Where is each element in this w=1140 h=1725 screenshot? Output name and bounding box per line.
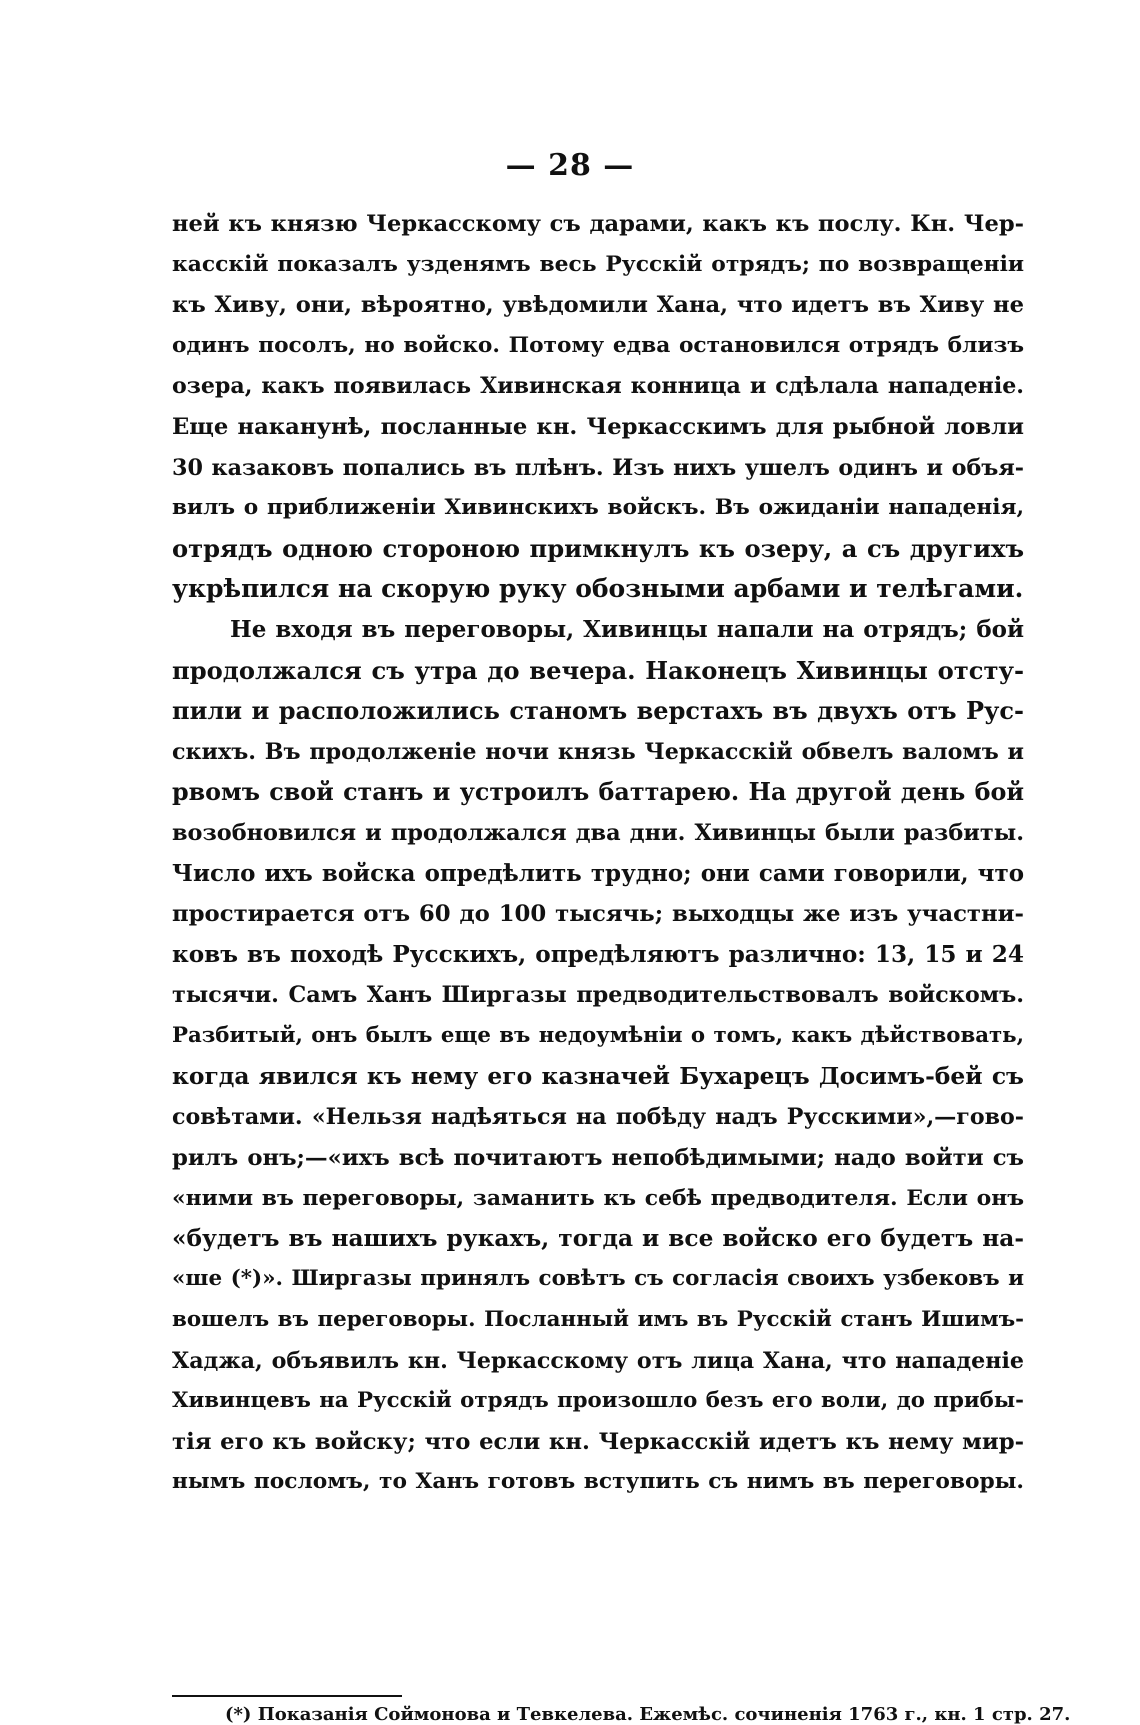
text-line: къ Хиву, они, вѣроятно, увѣдомили Хана, что идетъ въ Хиву не <box>172 292 1024 319</box>
text-line: вошелъ въ переговоры. Посланный имъ въ Русскій станъ Ишимъ- <box>172 1307 1024 1333</box>
text-line: «ше (*)». Ширгазы принялъ совѣтъ съ согласія своихъ узбековъ и <box>172 1266 1024 1292</box>
text-line: Хивинцевъ на Русскій отрядъ произошло безъ его воли, до прибы- <box>172 1388 1024 1414</box>
text-line: Не входя въ переговоры, Хивинцы напали на отрядъ; бой <box>230 615 1024 643</box>
text-line: пили и расположились станомъ верстахъ въ двухъ отъ Рус- <box>172 696 1024 726</box>
footnote-divider <box>172 1695 402 1697</box>
text-line: укрѣпился на скорую руку обозными арбами и телѣгами. <box>172 574 1024 604</box>
text-line: рвомъ свой станъ и устроилъ баттарею. На другой день бой <box>172 778 1024 807</box>
text-line: совѣтами. «Нельзя надѣяться на побѣду надъ Русскими»,—гово- <box>172 1104 1024 1131</box>
text-line: Еще наканунѣ, посланные кн. Черкасскимъ для рыбной ловли <box>172 413 1024 440</box>
text-line: отрядъ одною стороною примкнулъ къ озеру, а съ другихъ <box>172 533 1024 563</box>
text-line: ней къ князю Черкасскому съ дарами, какъ къ послу. Кн. Чер- <box>172 211 1024 237</box>
text-line: скихъ. Въ продолженіе ночи князь Черкасскій обвелъ валомъ и <box>172 738 1024 765</box>
text-line: одинъ посолъ, но войско. Потому едва остановился отрядъ близъ <box>172 332 1024 358</box>
text-line: рилъ онъ;—«ихъ всѣ почитаютъ непобѣдимыми; надо войти съ <box>172 1144 1024 1171</box>
text-line: 30 казаковъ попались въ плѣнъ. Изъ нихъ ушелъ одинъ и объя- <box>172 454 1024 481</box>
text-line: Хаджа, объявилъ кн. Черкасскому отъ лица Хана, что нападеніе <box>172 1347 1024 1374</box>
text-line: Разбитый, онъ былъ еще въ недоумѣніи о томъ, какъ дѣйствовать, <box>172 1022 1024 1048</box>
text-line: «ними въ переговоры, заманить къ себѣ предводителя. Если онъ <box>172 1185 1024 1212</box>
text-line: Число ихъ войска опредѣлить трудно; они сами говорили, что <box>172 859 1024 887</box>
text-line: касскій показалъ узденямъ весь Русскій отрядъ; по возвращеніи <box>172 251 1024 277</box>
text-line: нымъ посломъ, то Ханъ готовъ вступить съ нимъ въ переговоры. <box>172 1469 1024 1495</box>
text-line: «будетъ въ нашихъ рукахъ, тогда и все войско его будетъ на- <box>172 1224 1024 1252</box>
text-line: тысячи. Самъ Ханъ Ширгазы предводительствовалъ войскомъ. <box>172 982 1024 1009</box>
text-line: вилъ о приближеніи Хивинскихъ войскъ. Въ ожиданіи нападенія, <box>172 495 1024 521</box>
footnote: (*) Показанія Соймонова и Тевкелева. Ежемѣс. сочиненія 1763 г., кн. 1 стр. 27. <box>225 1704 1071 1725</box>
text-line: когда явился къ нему его казначей Бухарецъ Досимъ-бей съ <box>172 1062 1024 1091</box>
text-line: возобновился и продолжался два дни. Хивинцы были разбиты. <box>172 819 1024 846</box>
text-line: продолжался съ утра до вечера. Наконецъ Хивинцы отсту- <box>172 655 1024 685</box>
text-line: тія его къ войску; что если кн. Черкасскій идетъ къ нему мир- <box>172 1428 1024 1455</box>
text-line: ковъ въ походѣ Русскихъ, опредѣляютъ различно: 13, 15 и 24 <box>172 940 1024 968</box>
text-line: озера, какъ появилась Хивинская конница и сдѣлала нападеніе. <box>172 373 1024 400</box>
text-line: простирается отъ 60 до 100 тысячь; выходцы же изъ участни- <box>172 901 1024 928</box>
page-number: — 28 — <box>505 148 635 183</box>
body-text <box>172 204 1024 1503</box>
